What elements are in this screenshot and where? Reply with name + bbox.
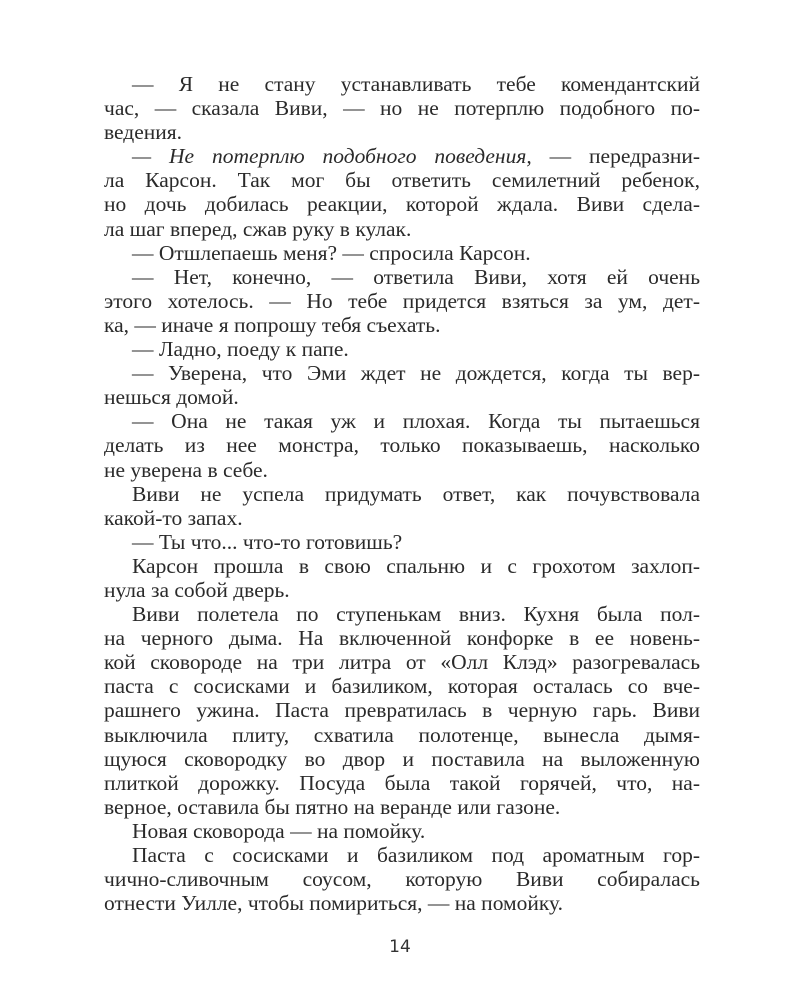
text-line-content: ка, — иначе я попрошу тебя съехать.	[104, 312, 441, 337]
text-line	[104, 192, 700, 216]
text-line-content: делать из нее монстра, только показываешь, насколько	[104, 433, 700, 458]
text-line	[104, 96, 700, 120]
text-line	[104, 313, 700, 337]
text-line	[104, 554, 700, 578]
text-line	[104, 385, 700, 409]
text-line	[104, 433, 700, 457]
text-line-content: — Уверена, что Эми ждет не дождется, когда ты вер-	[132, 361, 700, 386]
text-line	[104, 265, 700, 289]
text-line-content: кой сковороде на три литра от «Олл Клэд» разогревалась	[104, 650, 700, 675]
text-line	[104, 843, 700, 867]
text-line-content: Новая сковорода — на помойку.	[132, 818, 426, 843]
text-line	[104, 723, 700, 747]
text-line	[104, 819, 700, 843]
text-line-content: какой-то запах.	[104, 505, 243, 530]
text-line	[104, 674, 700, 698]
text-line-content: паста с сосисками и базиликом, которая осталась со вче-	[104, 674, 700, 699]
text-line-content: отнести Уилле, чтобы помириться, — на помойку.	[104, 891, 564, 916]
text-line	[104, 626, 700, 650]
text-line	[104, 217, 700, 241]
text-line	[104, 241, 700, 265]
text-line	[104, 482, 700, 506]
text-line-content: ведения.	[104, 120, 183, 145]
text-line-content: нешься домой.	[104, 385, 239, 410]
text-line	[104, 506, 700, 530]
text-line-content: ла Карсон. Так мог бы ответить семилетний ребенок,	[104, 168, 700, 193]
text-line-content: Паста с сосисками и базиликом под ароматным гор-	[132, 843, 700, 867]
text-line	[104, 409, 700, 433]
text-line-content: этого хотелось. — Но тебе придется взяться за ум, дет-	[104, 288, 700, 313]
text-line	[104, 458, 700, 482]
text-line	[104, 530, 700, 554]
text-line	[104, 747, 700, 771]
text-line-content: Карсон прошла в свою спальню и с грохотом захлоп-	[132, 553, 700, 578]
page-number: 14	[389, 937, 411, 957]
text-line-content: выключила плиту, схватила полотенце, вынесла дымя-	[104, 722, 700, 747]
text-line-content: Виви полетела по ступенькам вниз. Кухня была пол-	[132, 602, 700, 627]
text-line-content: — Ты что... что-то готовишь?	[132, 529, 403, 554]
text-line-content: — Отшлепаешь меня? — спросила Карсон.	[132, 240, 531, 265]
text-line	[104, 867, 700, 891]
text-line	[104, 578, 700, 602]
text-line-content: — Она не такая уж и плохая. Когда ты пытаешься	[132, 409, 700, 434]
text-line-content: ла шаг вперед, сжав руку в кулак.	[104, 216, 412, 241]
text-line-content: — Ладно, поеду к папе.	[132, 337, 349, 362]
text-line	[104, 795, 700, 819]
text-line	[104, 120, 700, 144]
text-line	[104, 771, 700, 795]
text-line-content: Виви не успела придумать ответ, как почувствовала	[132, 481, 700, 506]
text-line-content: не уверена в себе.	[104, 457, 268, 482]
page-body-text	[104, 72, 700, 915]
text-line	[104, 168, 700, 192]
text-line	[104, 337, 700, 361]
text-line	[104, 891, 700, 915]
text-line	[104, 361, 700, 385]
text-line-content: рашнего ужина. Паста превратилась в черную гарь. Виви	[104, 698, 700, 723]
text-line-content: чично-сливочным соусом, которую Виви собиралась	[104, 867, 700, 892]
text-line-content: нула за собой дверь.	[104, 577, 290, 602]
text-line-content: верное, оставила бы пятно на веранде или газоне.	[104, 794, 561, 819]
text-line-content: плиткой дорожку. Посуда была такой горячей, что, на-	[104, 770, 700, 795]
text-line	[104, 602, 700, 626]
text-line-content: на черного дыма. На включенной конфорке в ее новень-	[104, 626, 700, 651]
text-line	[104, 72, 700, 96]
text-line-content: — Нет, конечно, — ответила Виви, хотя ей очень	[132, 264, 700, 289]
text-line-content: но дочь добилась реакции, которой ждала. Виви сдела-	[104, 192, 700, 217]
italic-quote: — Не потерплю подобного поведения,	[132, 144, 532, 169]
text-line	[104, 289, 700, 313]
text-line-content: — передразни-	[531, 144, 700, 169]
text-line-content: щуюся сковородку во двор и поставила на выложенную	[104, 746, 700, 771]
text-line-content: — Я не стану устанавливать тебе комендантский	[132, 72, 700, 96]
text-line	[104, 650, 700, 674]
text-line-content: час, — сказала Виви, — но не потерплю подобного по-	[104, 96, 700, 121]
text-line	[104, 698, 700, 722]
text-line	[104, 144, 700, 168]
